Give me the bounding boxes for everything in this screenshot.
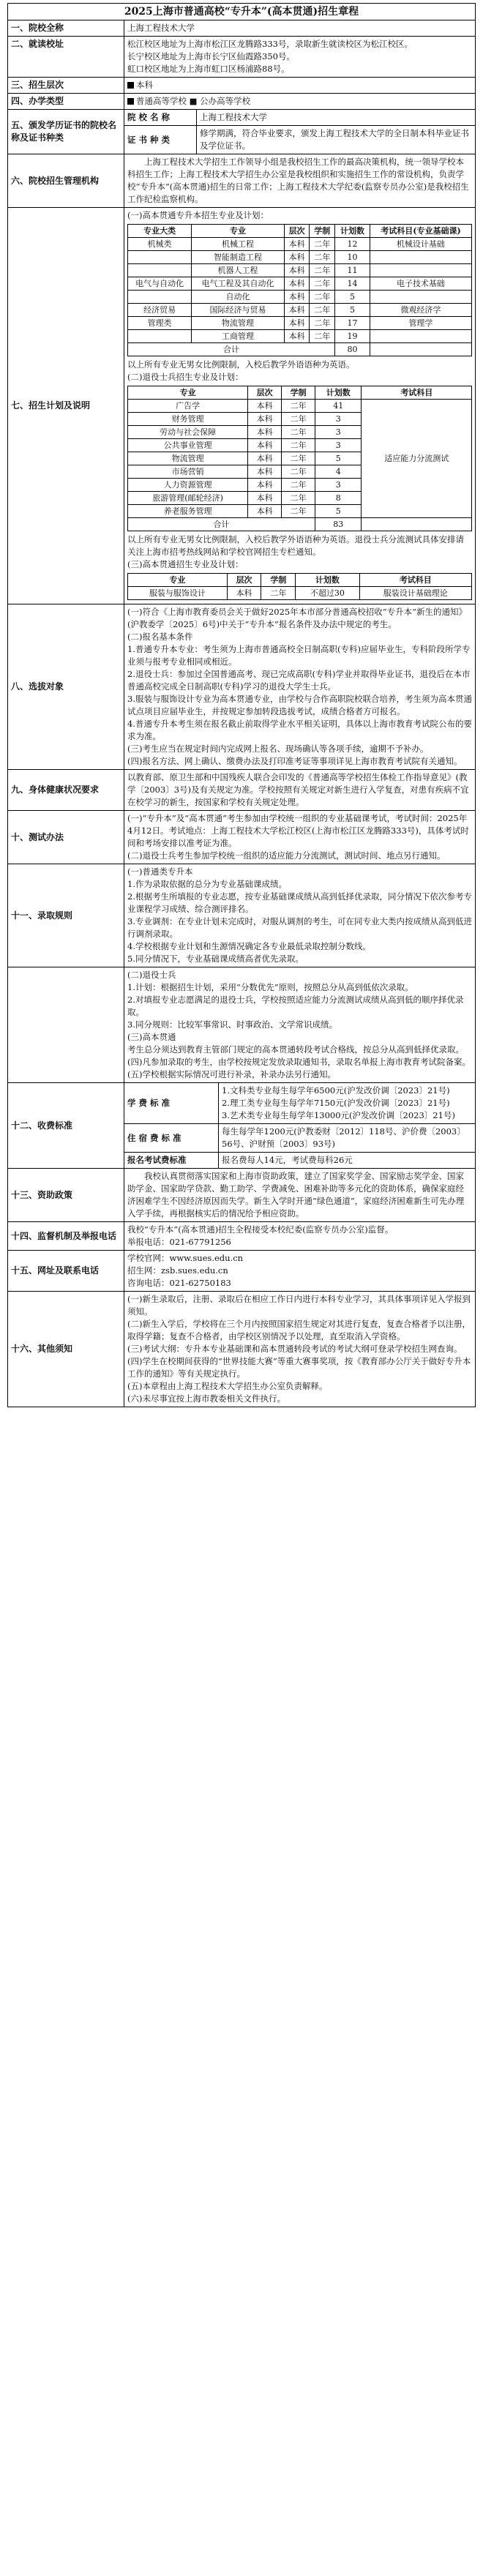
t1-row (128, 277, 472, 291)
t1-cell: 本科 (284, 291, 310, 304)
checkbox-checked-icon (127, 98, 134, 105)
t1-header: 专业大类 (128, 225, 192, 238)
t1-cell (128, 264, 192, 277)
t3-header: 专业 (128, 574, 228, 587)
value-enrollment-plan (124, 208, 476, 604)
row-certificate (8, 110, 476, 154)
t2-cell: 二年 (282, 452, 315, 465)
value-health (124, 770, 476, 811)
paragraph: (一)普通类专升本 (127, 866, 193, 877)
t2-cell: 本科 (248, 439, 282, 452)
t2-cell: 41 (315, 400, 362, 413)
value-admission-rules (124, 864, 476, 967)
t2-cell: 二年 (282, 426, 315, 439)
t1-cell: 工商管理 (192, 330, 285, 343)
health-list (127, 771, 472, 809)
t1-cell: 智能制造工程 (192, 251, 285, 264)
school-type-text: 普通高等学校 ■ 公办高等学校 (136, 96, 251, 106)
t2-cell: 3 (315, 479, 362, 492)
t2-body (128, 400, 472, 518)
paragraph: 咨询电话：021-62750183 (127, 1278, 231, 1288)
row-school-name (8, 20, 476, 37)
row-fees (8, 1083, 476, 1169)
label-supervision: 十四、监督机制及举报电话 (8, 1222, 124, 1251)
row-campus-address (8, 37, 476, 78)
t1-header: 计划数 (335, 225, 370, 238)
paragraph: 2.对填报专业志愿满足的退役士兵，学校按照适应能力分流测试成绩从高到低的顺序择优录取。 (127, 995, 464, 1017)
t1-cell: 二年 (310, 291, 335, 304)
label-admission-office: 六、院校招生管理机构 (8, 154, 124, 208)
t2-cell: 公共事业管理 (128, 439, 248, 452)
paragraph: 考生总分须达到教育主管部门规定的高本贯通转段考试合格线，按总分从高到低择优录取。 (127, 1044, 464, 1055)
t1-cell: 物流管理 (192, 317, 285, 330)
row-admission-rules-cont (8, 967, 476, 1083)
value-financial-aid (124, 1169, 476, 1222)
paragraph: (四)凡参加录取的考生，由学校按规定发放录取通知书，录取名单报上海市教育考试院备案。 (127, 1057, 471, 1067)
t3-cell: 服装与服饰设计 (128, 587, 228, 600)
paragraph: (二)新生入学后，学校将在三个月内按照国家招生规定对其进行复查，复查合格者予以注册，取得学籍；复查不合格者，由学校区别情况予以处理，直至取消入学资格。 (127, 1319, 471, 1341)
t3-row (128, 587, 472, 600)
paragraph: (三)考试大纲：专升本专业基础课和高本贯通转段考试的考试大纲可登录学校招生网查询。 (127, 1344, 463, 1354)
t1-row (128, 291, 472, 304)
t1-cell: 12 (335, 238, 370, 251)
row-supervision (8, 1222, 476, 1251)
t1-cell: 电子技术基础 (370, 277, 471, 291)
t1-cell: 自动化 (192, 291, 285, 304)
t3-cell: 服装设计基础理论 (359, 587, 471, 600)
t1-cell: 机械工程 (192, 238, 285, 251)
t1-header: 层次 (284, 225, 310, 238)
label-financial-aid: 十三、资助政策 (8, 1169, 124, 1222)
paragraph: (二)报名基本条件 (127, 632, 193, 642)
value-admission-office (124, 154, 476, 208)
row-admission-rules (8, 864, 476, 967)
t1-cell: 二年 (310, 317, 335, 330)
plan-intro-1: (一)高本贯通专升本招生专业及计划： (127, 210, 269, 220)
label-contact: 十五、网址及联系电话 (8, 1251, 124, 1292)
t1-cell: 管理学 (370, 317, 471, 330)
plan-intro-2: (二)退役士兵招生专业及计划： (127, 372, 244, 382)
row-financial-aid (8, 1169, 476, 1222)
t3-header: 学制 (261, 574, 296, 587)
t2-cell: 劳动与社会保障 (128, 426, 248, 439)
t2-cell: 旅游管理(邮轮经济) (128, 492, 248, 505)
t1-cell: 电气工程及其自动化 (192, 277, 285, 291)
value-fees (124, 1083, 476, 1169)
value-campus-address (124, 37, 476, 78)
t2-cell: 养老服务管理 (128, 505, 248, 518)
paragraph: (二)退役士兵 (127, 970, 176, 980)
fee-dorm-value: 每生每学年1200元(沪教委财〔2012〕118号、沪价费〔2003〕56号、沪财预〔2003〕93号) (222, 1126, 465, 1149)
office-paragraph: 上海工程技术大学招生工作领导小组是我校招生工作的最高决策机构，统一领导学校本科招生工作；上海工程技术大学招生办公室是我校组织和实施招生工作的常设机构，负责学校“专升本”(高本贯通)招生的日常工作；上海工程技术大学纪委(监察专员办公室)是我校招生工作纪检监察机构。 (127, 157, 469, 204)
paragraph: 招生网：zsb.sues.edu.cn (127, 1265, 228, 1276)
t2-cell: 二年 (282, 479, 315, 492)
fee-tuition-row (124, 1083, 475, 1123)
plan-table-3 (127, 573, 472, 600)
paragraph: 2.根据考生所填报的专业志愿，按专业基础课成绩从高到低择优录取，同分情况下依次参考专业课程学习成绩、综合测评排名。 (127, 891, 472, 914)
plan-note-1: 以上所有专业无男女比例限制，入校后教学外语语种为英语。 (127, 359, 355, 370)
t2-cell: 8 (315, 492, 362, 505)
label-certificate: 五、颁发学历证书的院校名称及证书种类 (8, 110, 124, 154)
t2-cell: 本科 (248, 413, 282, 426)
t1-cell: 二年 (310, 238, 335, 251)
label-fees: 十二、收费标准 (8, 1083, 124, 1169)
paragraph: 2.退役士兵：参加过全国普通高考、现已完成高职(专科)学业并取得毕业证书，退役后在本市普通高校完成全日制高职(专科)学习的退役大学生士兵。 (127, 669, 471, 692)
t1-cell: 国际经济与贸易 (192, 304, 285, 317)
label-other-notes: 十六、其他须知 (8, 1292, 124, 1407)
t1-row (128, 238, 472, 251)
t2-cell: 3 (315, 439, 362, 452)
eligibility-list (127, 606, 472, 768)
t2-cell: 3 (315, 413, 362, 426)
fee-tuition-list (222, 1085, 472, 1122)
t1-cell: 机械类 (128, 238, 192, 251)
admission-rules-list (127, 866, 472, 965)
t2-cell: 本科 (248, 505, 282, 518)
t2-cell: 二年 (282, 413, 315, 426)
t1-cell: 5 (335, 291, 370, 304)
t1-cell: 本科 (284, 251, 310, 264)
t1-cell (128, 291, 192, 304)
paragraph: 1.计划：根据招生计划，采用“分数优先”原则，按照总分从高到低依次录取。 (127, 982, 413, 992)
label-exam-method: 十、测试办法 (8, 811, 124, 864)
plan-intro-3: (三)高本贯通招生专业及计划： (127, 559, 244, 569)
row-enrollment-plan (8, 208, 476, 604)
t2-cell: 本科 (248, 465, 282, 479)
t2-cell: 二年 (282, 505, 315, 518)
paragraph: 3.服装与服饰设计专业为高本贯通专业，由学校与合作高职院校联合培养，考生须为高本贯通试点项目应届毕业生，并按规定参加转段选拔考试，成绩合格者方可报名。 (127, 694, 472, 716)
row-admission-office (8, 154, 476, 208)
t2-cell: 财务管理 (128, 413, 248, 426)
fee-tuition-value (219, 1083, 475, 1123)
fee-exam-value: 报名费每人14元，考试费每科26元 (222, 1155, 353, 1165)
t1-cell: 经济贸易 (128, 304, 192, 317)
t2-cell: 人力资源管理 (128, 479, 248, 492)
t3-cell: 二年 (261, 587, 296, 600)
t1-cell: 二年 (310, 277, 335, 291)
t1-total-label: 合计 (128, 343, 335, 356)
t1-cell: 本科 (284, 317, 310, 330)
paragraph: 1.作为录取依据的总分为专业基础课成绩。 (127, 879, 287, 889)
t2-cell: 本科 (248, 452, 282, 465)
admission-rules-list-2 (127, 969, 472, 1081)
row-health (8, 770, 476, 811)
paragraph: (四)报名方法、网上确认、缴费办法及打印准考证等事项详见上海市教育考试院有关通知。 (127, 756, 463, 766)
t2-cell: 4 (315, 465, 362, 479)
t1-cell: 二年 (310, 330, 335, 343)
row-other-notes (8, 1292, 476, 1407)
value-exam-method (124, 811, 476, 864)
t1-cell: 10 (335, 251, 370, 264)
t1-row (128, 330, 472, 343)
paragraph: 以教育部、原卫生部和中国残疾人联合会印发的《普通高等学校招生体检工作指导意见》(教学〔2003〕3号)及有关规定为准。学校按照有关规定对新生进行入学复查，对患有疾病不宜在校学习的新生，按国家和学校有关规定处理。 (127, 772, 469, 807)
t2-total-value: 83 (315, 518, 362, 531)
exam-method-list (127, 812, 472, 862)
cert-school-value: 上海工程技术大学 (200, 112, 267, 122)
t1-row (128, 251, 472, 264)
t2-cell: 二年 (282, 400, 315, 413)
paragraph: (一)新生录取后，注册、录取后在相应工作日内进行本科专业学习，其具体事项详见入学报到须知。 (127, 1294, 471, 1317)
t2-cell: 物流管理 (128, 452, 248, 465)
t1-cell (370, 264, 471, 277)
paragraph: 2.理工类专业每生每学年7150元(沪发改价调〔2023〕21号) (222, 1098, 450, 1108)
paragraph: (五)学校根据实际情况可进行补录，补录办法另行通知。 (127, 1069, 336, 1079)
t2-cell: 本科 (248, 479, 282, 492)
t1-header: 学制 (310, 225, 335, 238)
t1-header: 考试科目(专业基础课) (370, 225, 471, 238)
paragraph: 4.学校根据专业计划和生源情况确定各专业最低录取控制分数线。 (127, 941, 371, 951)
t1-cell (370, 291, 471, 304)
t2-cell: 5 (315, 452, 362, 465)
t2-cell: 3 (315, 426, 362, 439)
paragraph: 学校官网：www.sues.edu.cn (127, 1253, 244, 1263)
plan-table-2 (127, 386, 472, 531)
t2-cell: 本科 (248, 426, 282, 439)
cert-school-row (124, 110, 475, 125)
t1-total-value: 80 (335, 343, 370, 356)
row-level (8, 78, 476, 94)
paragraph: 5.同分情况下，专业基础课成绩高者优先录取。 (127, 954, 304, 964)
fee-tuition-label: 学费标准 (124, 1083, 219, 1123)
address-line: 长宁校区地址为上海市长宁区仙霞路350号。 (127, 51, 295, 61)
t1-row (128, 304, 472, 317)
checkbox-checked-icon (127, 82, 134, 89)
t2-header: 计划数 (315, 386, 362, 400)
t1-cell: 电气与自动化 (128, 277, 192, 291)
paragraph: 1.文科类专业每生每学年6500元(沪发改价调〔2023〕21号) (222, 1085, 450, 1096)
t2-row (128, 400, 472, 413)
t2-cell: 广告学 (128, 400, 248, 413)
fee-exam-row (124, 1152, 475, 1168)
t1-cell: 本科 (284, 264, 310, 277)
t2-cell: 二年 (282, 439, 315, 452)
paragraph: (二)退役士兵考生参加学校统一组织的适应能力分流测试，测试时间、地点另行通知。 (127, 850, 446, 861)
t1-cell (128, 251, 192, 264)
t1-cell: 二年 (310, 251, 335, 264)
label-eligibility: 八、选拔对象 (8, 604, 124, 770)
label-admission-rules: 十一、录取规则 (8, 864, 124, 967)
paragraph: (三)高本贯通 (127, 1032, 176, 1042)
address-line: 松江校区地址为上海市松江区龙腾路333号，录取新生就读校区为松江校区。 (127, 39, 413, 49)
value-level (124, 78, 476, 94)
t2-cell: 二年 (282, 492, 315, 505)
label-enrollment-plan: 七、招生计划及说明 (8, 208, 124, 604)
level-text: 本科 (136, 80, 153, 90)
t1-cell: 本科 (284, 304, 310, 317)
t1-cell: 17 (335, 317, 370, 330)
row-school-type (8, 94, 476, 110)
value-school-name: 上海工程技术大学 (124, 20, 476, 37)
paragraph: (六)未尽事宜按上海市教委相关文件执行。 (127, 1393, 285, 1404)
paragraph: (四)学生在校期间获得的“世界技能大赛”等重大赛事奖项，按《教育部办公厅关于做好专升本工作的通知》等有关规定执行。 (127, 1356, 471, 1379)
t2-exam-cell: 适应能力分流测试 (362, 400, 472, 518)
paragraph: 3.同分规则：比较军事常识、时事政治、文学常识成绩。 (127, 1019, 337, 1030)
cert-school-label: 院校名称 (124, 110, 197, 125)
cert-type-label: 证书种类 (124, 126, 197, 154)
label-school-name: 一、院校全称 (8, 20, 124, 37)
t3-header: 考试科目 (359, 574, 471, 587)
label-health: 九、身体健康状况要求 (8, 770, 124, 811)
charter-table (7, 20, 476, 1407)
t1-row (128, 317, 472, 330)
t2-header: 层次 (248, 386, 282, 400)
t1-cell: 19 (335, 330, 370, 343)
paragraph: 3.专业调剂：在专业计划未完成时，对服从调剂的考生，可在同专业大类内按成绩从高到低进行调剂录取。 (127, 916, 472, 939)
plan-note-2: 以上所有专业无男女比例限制，入校后教学外语语种为英语。退役士兵分流测试具体安排请关注上海市招考热线网站和学校官网招生专栏通知。 (127, 534, 464, 557)
paragraph: 我校认真贯彻落实国家和上海市资助政策，建立了国家奖学金、国家励志奖学金、国家助学金、国家助学贷款、勤工助学、学费减免、困难补助等多元化的资助体系，确保家庭经济困难学生不因经济原因而失学。新生入学时开通“绿色通道”，家庭经济困难新生可先办理入学手续，再根据核实后的情况给予相应资助。 (127, 1171, 465, 1218)
value-school-type (124, 94, 476, 110)
supervision-list (127, 1224, 472, 1248)
t1-cell (370, 330, 471, 343)
paragraph: 1.普通专升本专业：考生须为上海市普通高校全日制高职(专科)应届毕业生，专科阶段所学专业须与报考专业相同或相近。 (127, 644, 471, 667)
t1-header: 专业 (192, 225, 285, 238)
t1-cell: 管理类 (128, 317, 192, 330)
t1-cell: 二年 (310, 304, 335, 317)
t2-header: 考试科目 (362, 386, 472, 400)
row-exam-method (8, 811, 476, 864)
t2-cell: 本科 (248, 492, 282, 505)
label-level: 三、招生层次 (8, 78, 124, 94)
t3-cell: 本科 (227, 587, 261, 600)
value-contact (124, 1251, 476, 1292)
plan-table-1 (127, 224, 472, 356)
row-eligibility (8, 604, 476, 770)
fee-exam-label: 报名考试费标准 (124, 1153, 219, 1168)
value-certificate (124, 110, 476, 154)
paragraph: (五)本章程由上海工程技术大学招生办公室负责解释。 (127, 1381, 328, 1391)
paragraph: 举报电话：021-67791256 (127, 1237, 231, 1247)
paragraph: (一)“专升本”及“高本贯通”考生参加由学校统一组织的专业基础课考试，考试时间：2025年4月12日。考试地点：上海工程技术大学松江校区(上海市松江区龙腾路333号)，具体考试时间和考场安排以准考证为准。 (127, 813, 469, 848)
t1-cell (370, 251, 471, 264)
t1-cell: 14 (335, 277, 370, 291)
t3-cell: 不超过30 (296, 587, 359, 600)
t1-cell: 本科 (284, 238, 310, 251)
t2-total-label: 合计 (128, 518, 315, 531)
t2-header: 学制 (282, 386, 315, 400)
t1-row (128, 264, 472, 277)
charter-document (7, 3, 476, 1407)
cert-type-row (124, 125, 475, 154)
t2-header: 专业 (128, 386, 248, 400)
fee-dorm-label: 住宿费标准 (124, 1124, 219, 1152)
t1-cell: 本科 (284, 277, 310, 291)
fee-dorm-row (124, 1123, 475, 1152)
paragraph: 4.普通专升本考生须在报名截止前取得学业水平相关证明，具体以上海市教育考试院公布的要求为准。 (127, 719, 472, 741)
t2-cell: 本科 (248, 400, 282, 413)
value-admission-rules-cont (124, 967, 476, 1083)
t1-body (128, 238, 472, 343)
contact-list (127, 1252, 472, 1289)
financial-aid-list (127, 1170, 472, 1220)
label-campus-address: 二、就读校址 (8, 37, 124, 78)
t1-cell: 5 (335, 304, 370, 317)
value-other-notes (124, 1292, 476, 1407)
t1-cell: 机械设计基础 (370, 238, 471, 251)
t2-cell: 市场营销 (128, 465, 248, 479)
address-line: 虹口校区地址为上海市虹口区杨浦路88号。 (127, 64, 290, 74)
label-school-type: 四、办学类型 (8, 94, 124, 110)
paragraph: 3.艺术类专业每生每学年13000元(沪发改价调〔2023〕21号) (222, 1110, 455, 1120)
row-contact (8, 1251, 476, 1292)
cert-type-value: 修学期满，符合毕业要求，颁发上海工程技术大学的全日制本科毕业证书及学位证书。 (200, 128, 469, 151)
t1-cell: 本科 (284, 330, 310, 343)
t2-cell: 二年 (282, 465, 315, 479)
t1-cell: 微观经济学 (370, 304, 471, 317)
paragraph: (三)考生应当在规定时间内完成网上报名、现场确认等各项手续，逾期不予补办。 (127, 744, 429, 754)
paragraph: 我校“专升本”(高本贯通)招生全程接受本校纪委(监察专员办公室)监督。 (127, 1224, 394, 1235)
t1-cell: 二年 (310, 264, 335, 277)
other-notes-list (127, 1293, 472, 1405)
t3-header: 层次 (227, 574, 261, 587)
paragraph: (一)符合《上海市教育委员会关于做好2025年本市部分普通高校招收“专升本”新生的通知》(沪教委学〔2025〕6号)中关于“专升本”报名条件及办法中规定的考生。 (127, 607, 467, 629)
t2-cell: 5 (315, 505, 362, 518)
t1-cell: 机器人工程 (192, 264, 285, 277)
page-title: 2025上海市普通高校“专升本”(高本贯通)招生章程 (7, 3, 476, 20)
t1-cell (128, 330, 192, 343)
value-eligibility (124, 604, 476, 770)
t1-cell: 11 (335, 264, 370, 277)
value-supervision (124, 1222, 476, 1251)
t3-header: 计划数 (296, 574, 359, 587)
